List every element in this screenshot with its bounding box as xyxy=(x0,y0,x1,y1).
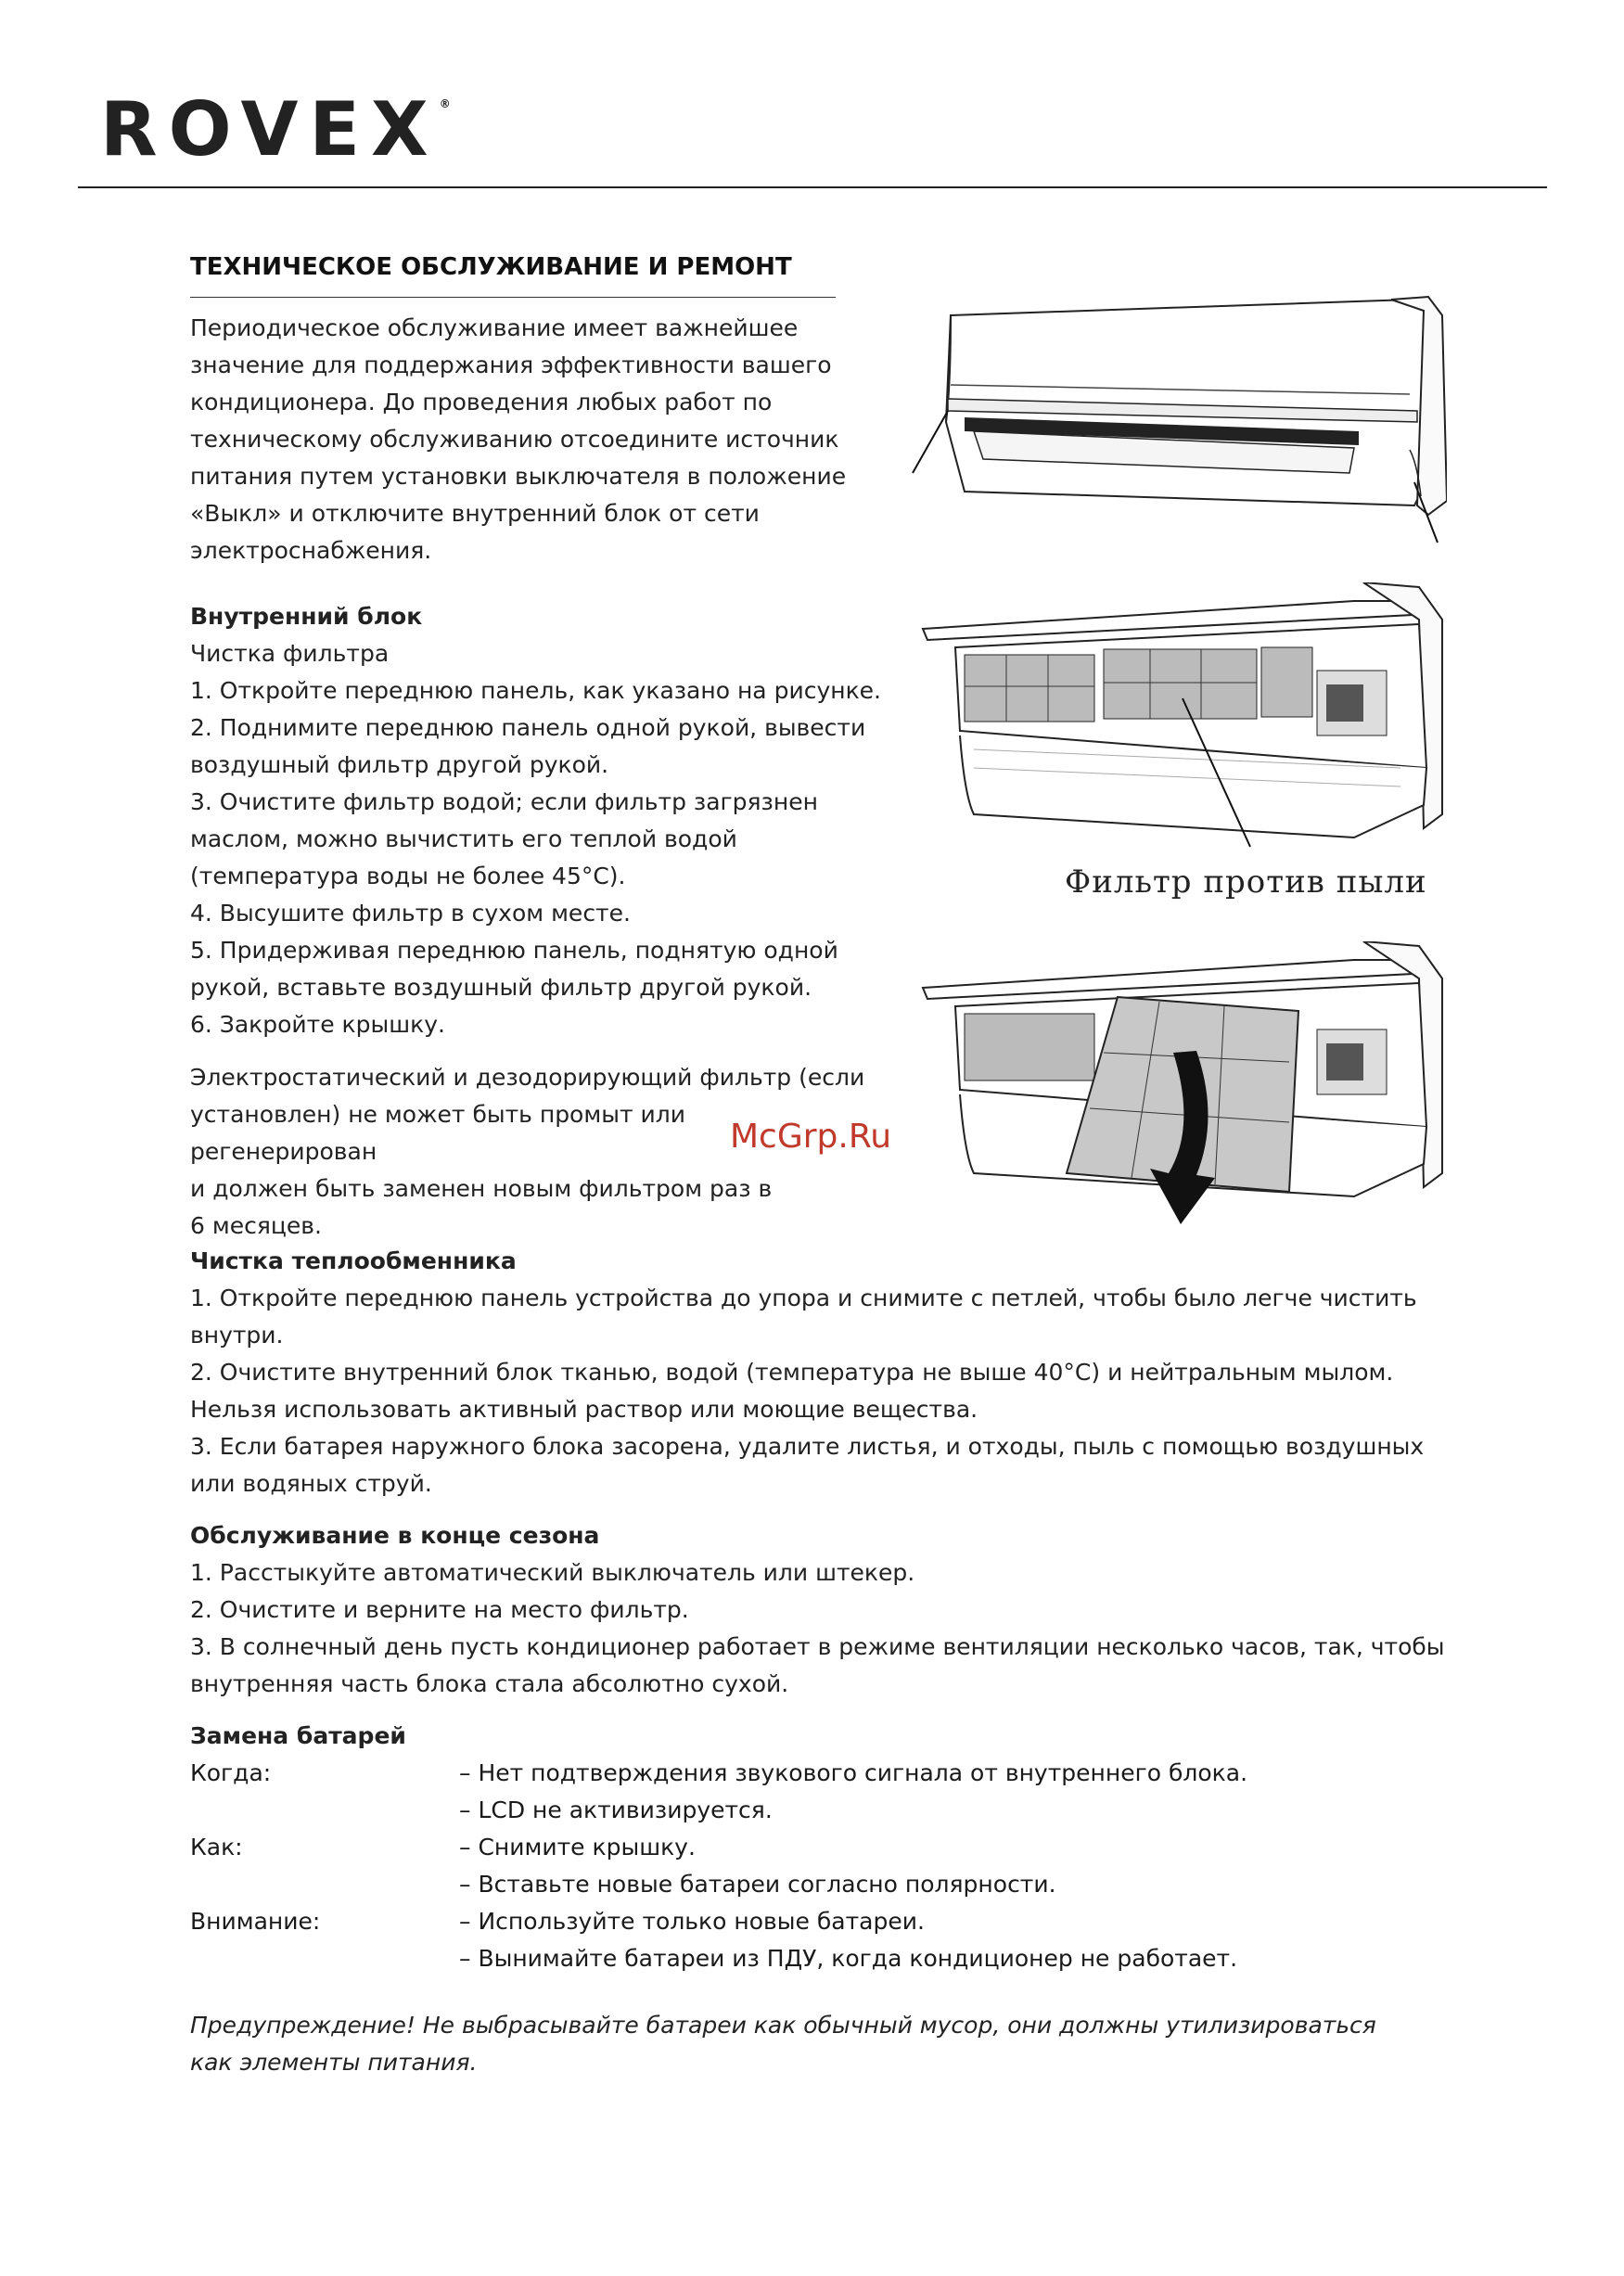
warning-note xyxy=(190,2007,1489,2081)
step-line: или водяных струй. xyxy=(190,1470,432,1497)
step-line: 6. Закройте крышку. xyxy=(190,1011,445,1038)
text-line: Электростатический и дезодорирующий фильтр (если xyxy=(190,1064,865,1091)
step-line: 5. Придерживая переднюю панель, поднятую одной xyxy=(190,937,838,964)
text-line: Периодическое обслуживание имеет важнейшее xyxy=(190,314,799,341)
text-line: как элементы питания. xyxy=(190,2049,478,2076)
page-title: ТЕХНИЧЕСКОЕ ОБСЛУЖИВАНИЕ И РЕМОНТ xyxy=(190,253,792,281)
step-line: 4. Высушите фильтр в сухом месте. xyxy=(190,900,631,927)
step-line: (температура воды не более 45°С). xyxy=(190,863,626,889)
subheading: Чистка фильтра xyxy=(190,640,390,667)
text-line: и должен быть заменен новым фильтром раз в xyxy=(190,1175,773,1202)
intro-paragraph xyxy=(190,310,867,569)
text-line: техническому обслуживанию отсоедините источник xyxy=(190,426,839,453)
section-heading: Внутренний блок xyxy=(190,603,423,630)
battery-row-text: – LCD не активизируется. xyxy=(459,1797,773,1823)
step-line: 3. Очистите фильтр водой; если фильтр загрязнен xyxy=(190,788,818,815)
step-line: 3. Если батарея наружного блока засорена, удалите листья, и отходы, пыль с помощью воздушных xyxy=(190,1433,1425,1460)
brand-name: ROVEX xyxy=(100,86,440,173)
text-line: «Выкл» и отключите внутренний блок от сети xyxy=(190,500,760,527)
header-divider xyxy=(78,186,1547,188)
registered-mark: ® xyxy=(439,97,451,110)
step-line: внутренняя часть блока стала абсолютно сухой. xyxy=(190,1670,789,1697)
step-line: 1. Расстыкуйте автоматический выключатель или штекер. xyxy=(190,1559,915,1586)
battery-row-text: – Нет подтверждения звукового сигнала от внутреннего блока. xyxy=(459,1759,1248,1786)
brand-logo xyxy=(100,86,451,173)
step-line: маслом, можно вычистить его теплой водой xyxy=(190,825,737,852)
heat-exchanger-section xyxy=(190,1243,1489,1502)
step-line: рукой, вставьте воздушный фильтр другой рукой. xyxy=(190,974,812,1001)
season-end-section xyxy=(190,1517,1489,1703)
watermark: McGrp.Ru xyxy=(730,1118,892,1156)
text-line: значение для поддержания эффективности вашего xyxy=(190,352,832,378)
text-line: кондиционера. До проведения любых работ по xyxy=(190,389,773,416)
step-line: воздушный фильтр другой рукой. xyxy=(190,751,609,778)
step-line: 2. Поднимите переднюю панель одной рукой, вывести xyxy=(190,714,866,741)
text-line: 6 месяцев. xyxy=(190,1212,322,1239)
battery-row-text: – Вставьте новые батареи согласно полярности. xyxy=(459,1871,1056,1898)
section-heading: Обслуживание в конце сезона xyxy=(190,1522,600,1549)
battery-heading: Замена батарей xyxy=(190,1722,406,1749)
text-line: установлен) не может быть промыт или регенерирован xyxy=(190,1101,685,1165)
text-line: электроснабжения. xyxy=(190,537,432,564)
battery-row-text: – Снимите крышку. xyxy=(459,1834,696,1860)
battery-row-text: – Используйте только новые батареи. xyxy=(459,1908,925,1935)
indoor-unit-closed-illustration xyxy=(909,292,1447,552)
battery-row-label: Внимание: xyxy=(190,1908,321,1935)
step-line: Нельзя использовать активный раствор или моющие вещества. xyxy=(190,1396,978,1423)
battery-row-text: – Вынимайте батареи из ПДУ, когда кондиционер не работает. xyxy=(459,1945,1238,1972)
title-underline xyxy=(190,297,836,298)
figure-caption: Фильтр против пыли xyxy=(1065,863,1427,901)
step-line: 1. Откройте переднюю панель, как указано на рисунке. xyxy=(190,677,882,704)
battery-row-label: Когда: xyxy=(190,1759,272,1786)
battery-row-label: Как: xyxy=(190,1834,243,1860)
step-line: 3. В солнечный день пусть кондиционер работает в режиме вентиляции несколько часов, так, чтобы xyxy=(190,1633,1445,1660)
step-line: внутри. xyxy=(190,1322,284,1349)
indoor-unit-open-filter-illustration xyxy=(918,582,1447,851)
text-line: питания путем установки выключателя в положение xyxy=(190,463,847,490)
text-line: Предупреждение! Не выбрасывайте батареи как обычный мусор, они должны утилизироваться xyxy=(190,2012,1376,2039)
section-heading: Чистка теплообменника xyxy=(190,1247,517,1274)
step-line: 2. Очистите и верните на место фильтр. xyxy=(190,1596,689,1623)
step-line: 1. Откройте переднюю панель устройства до упора и снимите с петлей, чтобы было легче чистить xyxy=(190,1285,1417,1311)
step-line: 2. Очистите внутренний блок тканью, водой (температура не выше 40°С) и нейтральным мылом. xyxy=(190,1359,1394,1386)
indoor-unit-section xyxy=(190,598,895,1043)
filter-removal-illustration xyxy=(918,941,1447,1234)
